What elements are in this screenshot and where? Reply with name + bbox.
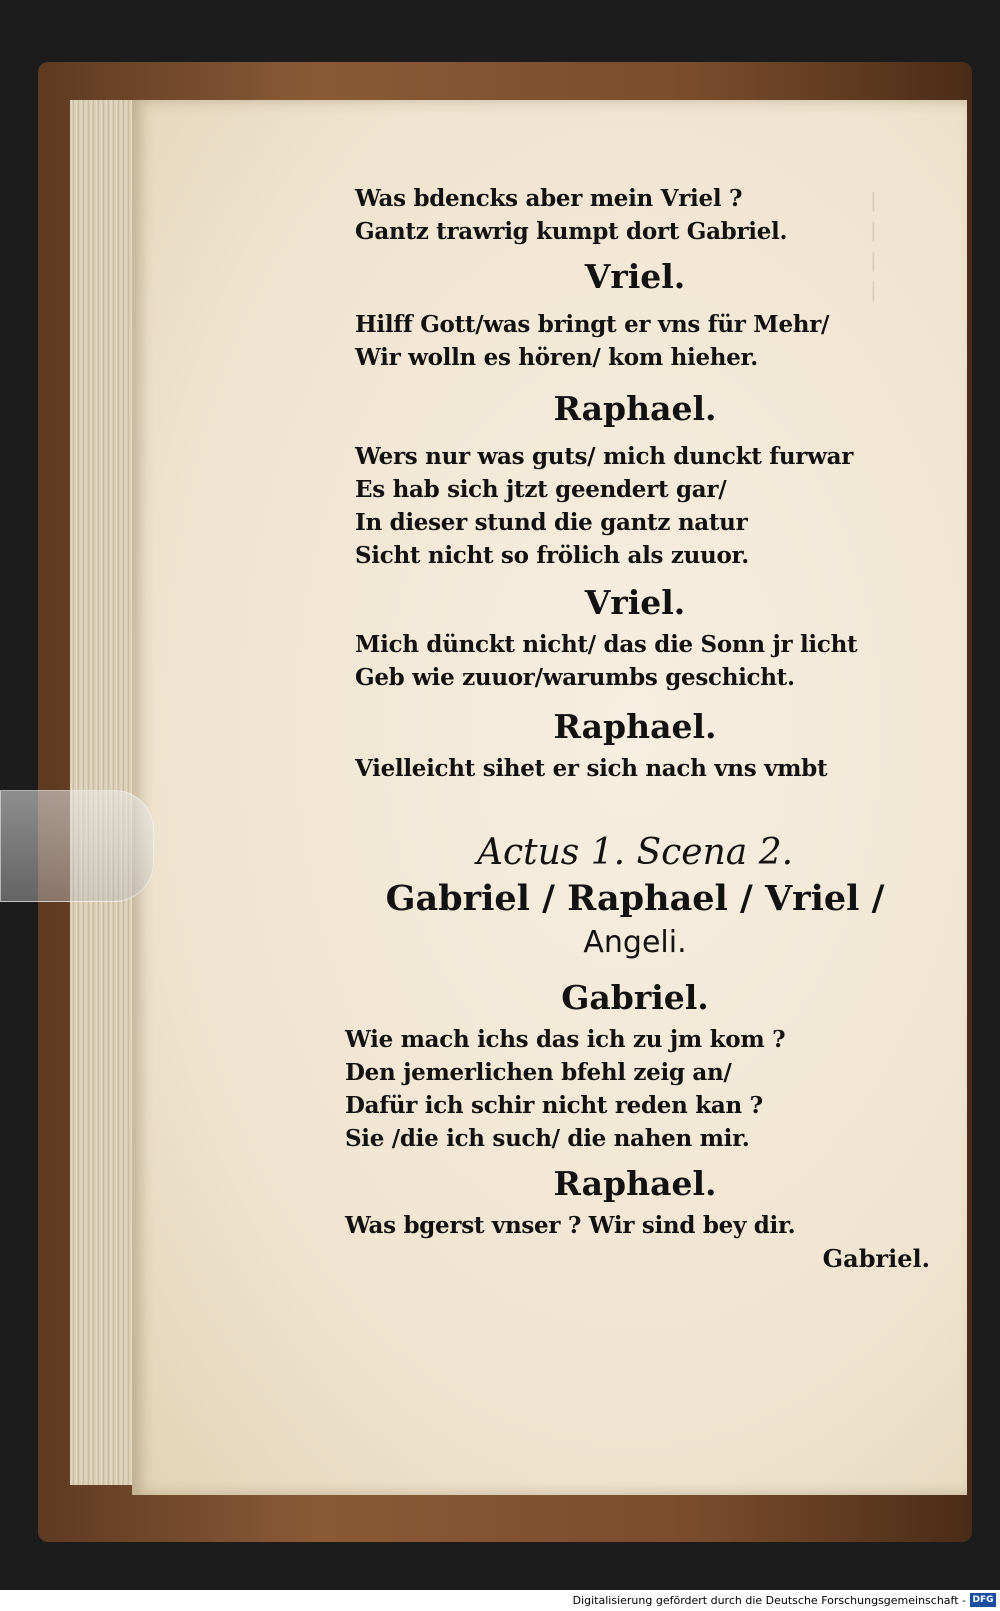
page-text — [345, 182, 935, 1276]
speaker-heading: Vriel. — [584, 583, 686, 622]
scene-heading: Actus 1. Scena 2. — [476, 832, 794, 873]
verse-line: Was bdencks aber mein Vriel ? — [355, 185, 743, 212]
verse-line: Wie mach ichs das ich zu jm kom ? — [345, 1026, 786, 1053]
digitization-credit-bar — [0, 1590, 1000, 1611]
verse-line: In dieser stund die gantz natur — [355, 509, 748, 536]
page-clip — [0, 790, 154, 902]
speaker-heading: Gabriel. — [561, 978, 709, 1017]
verse-line: Mich dünckt nicht/ das die Sonn jr licht — [355, 631, 858, 658]
catchword: Gabriel. — [822, 1244, 930, 1273]
digitization-credit: Digitalisierung gefördert durch die Deutsche Forschungsgemeinschaft - — [572, 1594, 966, 1607]
dfg-logo: DFG — [970, 1593, 996, 1607]
verse-line: Gantz trawrig kumpt dort Gabriel. — [355, 218, 788, 245]
speaker-heading: Raphael. — [553, 1164, 717, 1203]
verse-line: Geb wie zuuor/warumbs geschicht. — [355, 664, 795, 691]
verse-line: Wers nur was guts/ mich dunckt furwar — [355, 443, 854, 470]
verse-line: Es hab sich jtzt geendert gar/ — [355, 476, 727, 503]
cast-list: Gabriel / Raphael / Vriel / — [385, 878, 885, 919]
verse-line: Was bgerst vnser ? Wir sind bey dir. — [345, 1212, 796, 1239]
verse-line: Wir wolln es hören/ kom hieher. — [355, 344, 758, 371]
verse-line: Den jemerlichen bfehl zeig an/ — [345, 1059, 732, 1086]
speaker-heading: Raphael. — [553, 707, 717, 746]
verse-line: Sie /die ich such/ die nahen mir. — [345, 1125, 750, 1152]
speaker-heading: Raphael. — [553, 389, 717, 428]
cast-list-subtitle: Angeli. — [583, 925, 687, 960]
verse-line: Hilff Gott/was bringt er vns für Mehr/ — [355, 311, 830, 338]
speaker-heading: Vriel. — [584, 257, 686, 296]
show-through-right: | | | | — [870, 188, 877, 302]
verse-line: Vielleicht sihet er sich nach vns vmbt — [355, 755, 828, 782]
verse-line: Sicht nicht so frölich als zuuor. — [355, 542, 749, 569]
verse-line: Dafür ich schir nicht reden kan ? — [345, 1092, 763, 1119]
